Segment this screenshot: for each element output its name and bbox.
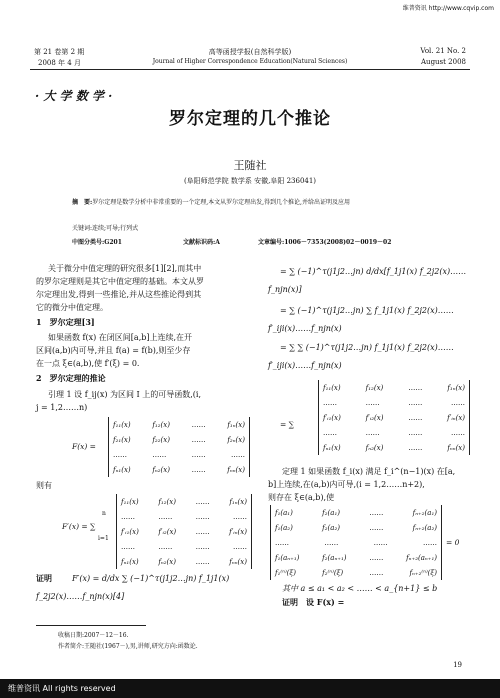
matrix-cell: …… [408,428,423,437]
matrix-cell: fₙ₊₂(aₙ₊₁) [406,553,437,562]
bottom-banner [0,679,500,698]
matrix-cell: f₁₁(x) [113,420,131,429]
matrix-row [117,554,251,569]
matrix-cell: f₂⁽ⁿ⁾(ξ) [322,568,344,577]
header-left-vol: 第 21 卷第 2 期 [34,48,85,56]
matrix-cell: f₁ₙ(x) [227,420,245,429]
matrix-cell: …… [232,542,247,551]
matrix-cell: f₂(aₙ₊₁) [322,553,347,562]
matrix-cell: …… [408,398,423,407]
matrix-row [271,565,441,580]
matrix-cell: f₁₁(x) [121,497,139,506]
theorem1-line-1: 定理 1 如果函数 f_i(x) 满足 f_i^(n−1)(x) 在[a, [282,467,456,476]
matrix-row [319,410,469,425]
matrix-row [117,509,251,524]
matrix-cell: …… [369,568,384,577]
matrix-cell: f₁₂(x) [152,420,170,429]
matrix-row [109,462,249,477]
author-name: 王随社 [233,159,267,172]
bottom-banner-text: 维普资讯 All rights reserved [8,684,116,693]
matrix-cell: f₁⁽ⁿ⁾(ξ) [275,568,296,577]
matrix-cell: …… [275,538,289,547]
matrix-cell: …… [365,398,380,407]
matrix-cell: …… [191,420,206,429]
matrix-cell: …… [191,435,206,444]
proof2-line: 证明 设 F(x) = [282,597,345,607]
matrix-row [319,380,469,395]
matrix-cell: f′ᵢ₂(x) [365,413,384,422]
matrix-cell: …… [121,512,135,521]
header-center-cn: 高等函授学报(自然科学版) [208,48,292,56]
matrix-cell: fₙₙ(x) [227,465,245,474]
intro-line-1: 关于微分中值定理的研究很多[1][2],而其中 [48,264,202,273]
F-label: F(x) = [72,442,96,451]
condition-line: 其中 a ≤ a₁ < a₂ < …… < a_{n+1} ≤ b [282,584,438,593]
matrix-cell: f₂₂(x) [152,435,170,444]
matrix-Fp [116,494,252,569]
matrix-row [109,417,249,432]
matrix-cell: f₁₂(x) [365,383,384,392]
matrix-cell: …… [191,465,206,474]
section-label: · 大 学 数 学 · [35,89,113,103]
footnote-author: 作者简介:王随社(1967－),男,讲师,研究方向:函数论. [58,643,198,650]
theorem1-line-3: 则存在 ξ∈(a,b),使 [268,493,335,502]
header-left-date: 2008 年 4 月 [38,59,81,67]
matrix-cell: fₙₙ(x) [229,557,247,566]
matrix-cell: f′ᵢ₁(x) [121,527,139,536]
matrix-cell: …… [369,523,384,532]
rolle-line-2: 区间(a,b)内可导,并且 f(a) = f(b),则至少存 [36,346,191,355]
matrix-cell: fₙ₊₂⁽ⁿ⁾(ξ) [409,568,437,577]
watermark-top: 维普资讯 http://www.cqvip.com [402,5,494,12]
intro-line-2: 的罗尔定理则是其它中值定理的基础。本文从罗 [36,277,204,286]
matrix-cell: f₂(a₂) [322,523,340,532]
matrix-cell: …… [324,538,339,547]
header-right-date: August 2008 [421,58,466,66]
matrix-F [108,417,250,477]
matrix-cell: …… [230,450,245,459]
matrix-cell: …… [195,527,210,536]
matrix-row [109,432,249,447]
matrix-cell: …… [365,428,380,437]
matrix-cell: f₁ₙ(x) [447,383,465,392]
matrix-row [117,494,251,509]
right-eq-6: f′_iji(x)……f_njn(x) [268,361,342,370]
matrix-cell: …… [152,450,167,459]
matrix-cell: …… [113,450,127,459]
matrix-cell: f′ᵢ₂(x) [158,527,177,536]
matrix-cell: f₁₁(x) [323,383,341,392]
matrix-row [117,524,251,539]
right-eq-2: f_njn(x)] [268,285,302,294]
rolle-line-3: 在一点 ξ∈(a,b),使 f′(ξ) = 0. [36,359,140,368]
matrix-cell: …… [422,538,437,547]
matrix-cell: f₂(a₁) [322,508,340,517]
matrix-cell: …… [191,450,206,459]
eq-zero: = 0 [446,538,460,547]
abstract [72,197,432,208]
matrix-cell: fₙ₊₂(a₁) [412,508,437,517]
matrix-cell: …… [323,398,337,407]
matrix-row [109,447,249,462]
keywords: 关键词:连续;可导;行列式 [72,225,139,232]
matrix-cell: …… [195,542,210,551]
matrix-cell: …… [195,497,210,506]
matrix-cell: …… [195,512,210,521]
lemma-line-1: 引理 1 设 f_ij(x) 为区间 I 上的可导函数,(i, [48,390,202,399]
footnote-received: 收稿日期:2007－12－16. [58,632,129,639]
matrix-cell: fₙ₁(x) [113,465,131,474]
Fp-label: F′(x) = ∑ [62,522,96,531]
header-rule [30,69,470,70]
sum-top: n [102,510,106,517]
matrix-cell: fₙ₂(x) [152,465,170,474]
matrix-cell: …… [369,508,384,517]
right-sum: = ∑ [280,420,295,429]
rolle-line-1: 如果函数 f(x) 在闭区间[a,b]上连续,在开 [48,333,193,342]
matrix-cell: f₂ₙ(x) [227,435,245,444]
matrix-cell: fₙ₂(x) [365,443,384,452]
matrix-cell: fₙₙ(x) [447,443,465,452]
matrix-cell: f₂₁(x) [113,435,131,444]
theorem1-line-2: b]上连续,在(a,b)内可导,(i = 1,2……n+2), [268,480,425,489]
class-number: 中图分类号:G201 [72,239,122,246]
matrix-cell: fₙ₁(x) [121,557,139,566]
matrix-cell: fₙ₁(x) [323,443,341,452]
matrix-row [319,440,469,455]
then-label: 则有 [36,481,52,490]
article-number: 文章编号:1006－7353(2008)02－0019－02 [258,239,392,246]
matrix-cell: f₁(aₙ₊₁) [275,553,300,562]
matrix-cell: f₁₂(x) [158,497,176,506]
matrix-row [271,535,441,550]
matrix-cell: f′ᵢ₁(x) [323,413,341,422]
matrix-cell: …… [408,413,423,422]
matrix-row [319,395,469,410]
matrix-cell: …… [195,557,210,566]
abstract-label: 摘 要: [72,199,93,206]
footnote-rule [36,625,146,626]
affiliation: (阜阳师范学院 数学系 安徽,阜阳 236041) [183,177,317,185]
right-eq-1: = ∑ (−1)^τ(j1j2…jn) d/dx[f_1j1(x) f_2j2(x)…… [280,267,467,276]
matrix-cell: fₙ₊₂(a₂) [412,523,437,532]
intro-line-4: 它的微分中值定理。 [36,303,108,312]
sum-index: i=1 [98,535,109,542]
paper-title: 罗尔定理的几个推论 [169,109,331,129]
right-eq-3: = ∑ (−1)^τ(j1j2…jn) ∑ f_1j1(x) f_2j2(x)…… [280,306,454,315]
matrix-cell: …… [450,428,465,437]
page-number: 19 [453,661,462,669]
matrix-cell: …… [121,542,135,551]
matrix-cell: …… [408,383,423,392]
right-eq-4: f′_iji(x)……f_njn(x) [268,324,342,333]
header-right-vol: Vol. 21 No. 2 [420,47,466,55]
matrix-cell: …… [232,512,247,521]
matrix-row [271,505,441,520]
matrix-row [117,539,251,554]
matrix-cell: …… [158,542,173,551]
matrix-cell: …… [450,398,465,407]
matrix-row [319,425,469,440]
matrix-cell: …… [158,512,173,521]
proof-label: 证明 [36,573,52,583]
intro-line-3: 尔定理出发,得到一些推论,并从这些推论得到其 [36,290,202,299]
matrix-cell: fₙ₂(x) [158,557,176,566]
matrix-cell: …… [408,443,423,452]
matrix-cell: …… [323,428,337,437]
matrix-cell: f₁ₙ(x) [229,497,247,506]
matrix-row [271,550,441,565]
abstract-text: 罗尔定理是数学分析中非常重要的一个定理,本文从罗尔定理出发,得到几个推论,并给出证明及应用 [92,199,350,206]
matrix-T [270,505,442,580]
section-1-heading: 1 罗尔定理[3] [36,317,95,327]
doc-code: 文献标识码:A [183,239,220,246]
matrix-cell: f′ᵢₙ(x) [447,413,465,422]
matrix-cell: f′ᵢₙ(x) [229,527,247,536]
matrix-row [271,520,441,535]
section-2-heading: 2 罗尔定理的推论 [36,373,106,383]
matrix-R [318,380,470,455]
matrix-cell: f₁(a₂) [275,523,293,532]
proof-line-2: f_2j2(x)……f_njn(x)[4] [36,592,125,601]
proof-line-1: F′(x) = d/dx ∑ (−1)^τ(j1j2…jn) f_1j1(x) [72,574,230,583]
lemma-line-2: j = 1,2……n) [36,403,88,412]
matrix-cell: …… [369,553,384,562]
right-eq-5: = ∑ ∑ (−1)^τ(j1j2…jn) f_1j1(x) f_2j2(x)…… [280,343,454,352]
matrix-cell: …… [373,538,388,547]
matrix-cell: f₁(a₁) [275,508,293,517]
header-center-en: Journal of Higher Correspondence Education(Natural Sciences) [152,58,348,65]
